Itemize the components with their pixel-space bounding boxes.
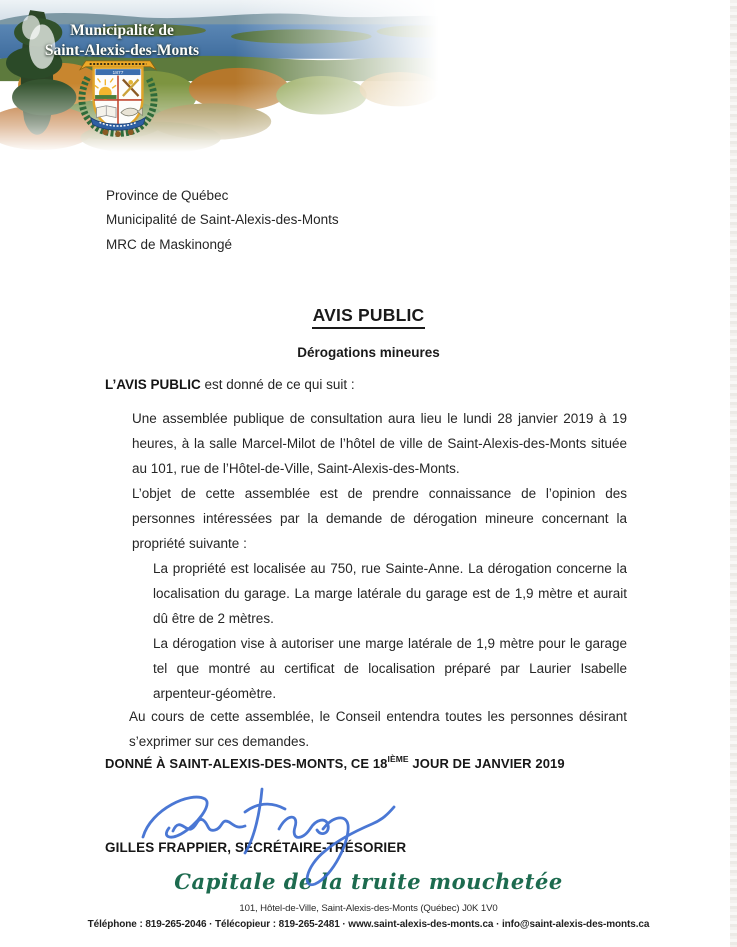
paragraph-property-details: La propriété est localisée au 750, rue Sainte-Anne. La dérogation concerne la localisation du garage. La marge latérale du garage est de 1,9 mètre et aurait dû être de 2 mètres. xyxy=(153,561,627,626)
paragraph-council-hearing: Au cours de cette assemblée, le Conseil entendra toutes les personnes désirant s’exprimer sur ces demandes. xyxy=(129,709,627,749)
sender-block xyxy=(106,184,339,257)
municipal-motto: Capitale de la truite mouchetée xyxy=(174,869,563,894)
paragraph-derogation-details: La dérogation vise à autoriser une marge latérale de 1,9 mètre pour le garage tel que montré au certificat de localisation préparé par Laurier Isabelle arpenteur-géomètre. xyxy=(153,636,627,701)
municipal-coat-of-arms-icon xyxy=(72,56,164,138)
given-at-line xyxy=(105,754,565,771)
notice-title: AVIS PUBLIC xyxy=(312,305,426,329)
svg-text:1877: 1877 xyxy=(112,71,124,77)
paragraph-assembly-purpose: L’objet de cette assemblée est de prendre connaissance de l’opinion des personnes intéressées par la demande de dérogation mineure concernant la propriété suivante : xyxy=(132,486,627,551)
footer-address: 101, Hôtel-de-Ville, Saint-Alexis-des-Monts (Québec) J0K 1V0 xyxy=(239,903,498,914)
notice-subtitle: Dérogations mineures xyxy=(297,345,440,360)
sender-province: Province de Québec xyxy=(106,188,229,203)
given-ordinal-superscript: IÈME xyxy=(387,754,409,764)
sender-mrc: MRC de Maskinongé xyxy=(106,236,233,252)
given-pre: DONNÉ À SAINT-ALEXIS-DES-MONTS, CE 18 xyxy=(105,756,388,771)
notice-title-row xyxy=(0,305,737,329)
intro-bold: L’AVIS PUBLIC xyxy=(105,377,201,392)
letterhead-municipality-name xyxy=(16,21,228,61)
intro-line xyxy=(105,377,355,392)
signer-name: GILLES FRAPPIER, SECRÉTAIRE-TRÉSORIER xyxy=(105,840,407,855)
given-post: JOUR DE JANVIER 2019 xyxy=(408,756,565,771)
letterhead-line1: Municipalité de xyxy=(70,22,174,39)
intro-rest: est donné de ce qui suit : xyxy=(200,377,355,392)
sender-municipality: Municipalité de Saint-Alexis-des-Monts xyxy=(106,212,339,228)
letterhead-line2: Saint-Alexis-des-Monts xyxy=(44,42,200,59)
scan-edge-artifact xyxy=(730,0,737,947)
footer-contact-line: Téléphone : 819-265-2046 · Télécopieur : 819-265-2481 · www.saint-alexis-des-monts.ca · info@saint-alexis-des-monts.ca xyxy=(87,919,650,930)
paragraph-assembly-date: Une assemblée publique de consultation aura lieu le lundi 28 janvier 2019 à 19 heures, à la salle Marcel-Milot de l’hôtel de ville de Saint-Alexis-des-Monts située au 101, rue de l’Hôtel-de-Ville, Saint-Alexis-des-Monts. xyxy=(132,411,627,476)
